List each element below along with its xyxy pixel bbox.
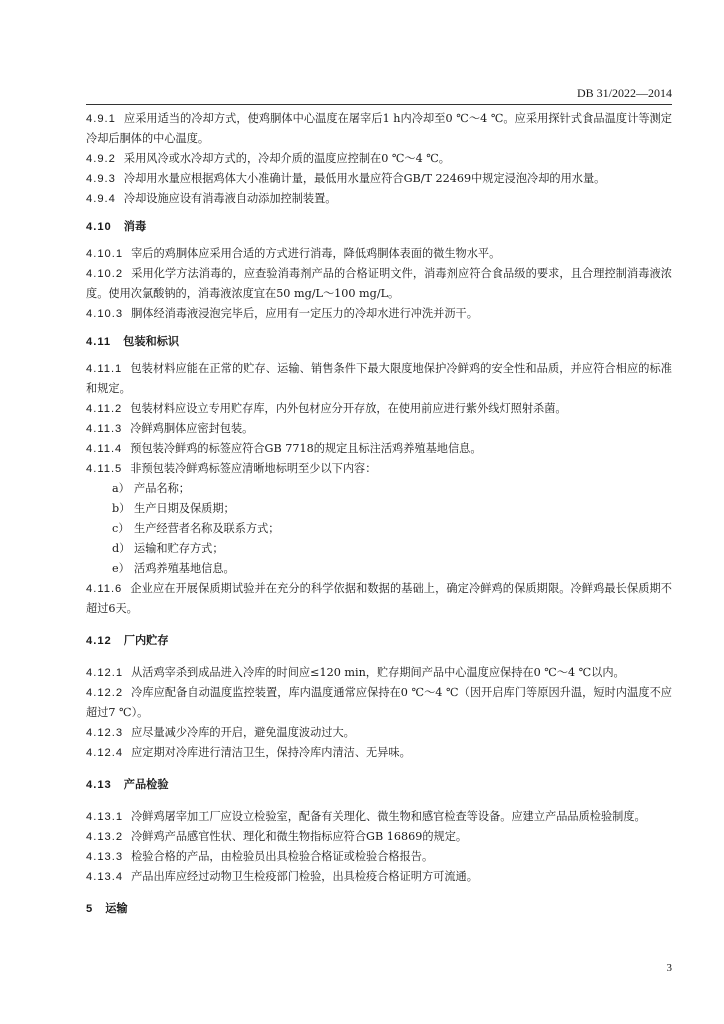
clause-text: 采用化学方法消毒的，应查验消毒剂产品的合格证明文件，消毒剂应符合食品级的要求，且合理控制消毒液浓度。使用次氯酸钠的，消毒液浓度宜在50 mg/L～100 mg/L。 [86, 267, 672, 300]
clause-4-11-2 [86, 399, 672, 419]
clause-number: 4.10.1 [86, 248, 124, 260]
section-number: 4.10 [86, 221, 112, 233]
section-title: 包装和标识 [123, 336, 180, 348]
header-rule [86, 104, 672, 105]
clause-text: 应采用适当的冷却方式，使鸡胴体中心温度在屠宰后1 h内冷却至0 ℃～4 ℃。应采用探针式食品温度计等测定冷却后胴体的中心温度。 [86, 112, 672, 145]
clause-number: 4.9.4 [86, 193, 116, 205]
section-number: 4.13 [86, 779, 112, 791]
list-item [86, 479, 672, 499]
clause-4-12-3 [86, 723, 672, 743]
clause-number: 4.9.2 [86, 153, 116, 165]
clause-number: 4.9.3 [86, 173, 116, 185]
clause-4-13-4 [86, 867, 672, 887]
section-heading-4-12 [86, 631, 672, 651]
section-heading-4-13 [86, 775, 672, 795]
clause-number: 4.13.1 [86, 811, 124, 823]
clause-4-9-2 [86, 149, 672, 169]
clause-number: 4.11.2 [86, 403, 123, 415]
clause-number: 4.11.1 [86, 363, 123, 375]
chapter-number: 5 [86, 903, 94, 915]
clause-number: 4.10.2 [86, 268, 124, 280]
clause-number: 4.12.1 [86, 667, 124, 679]
clause-text: 采用风冷或水冷却方式的，冷却介质的温度应控制在0 ℃～4 ℃。 [123, 152, 450, 165]
clause-number: 4.11.3 [86, 423, 123, 435]
clause-4-11-5 [86, 459, 672, 479]
list-item [86, 539, 672, 559]
clause-number: 4.13.4 [86, 871, 124, 883]
section-heading-4-10 [86, 217, 672, 237]
chapter-title: 运输 [105, 903, 128, 915]
clause-number: 4.9.1 [86, 113, 116, 125]
list-item-text: 生产日期及保质期； [134, 502, 235, 515]
clause-4-9-4 [86, 189, 672, 209]
clause-4-10-1 [86, 244, 672, 264]
section-number: 4.11 [86, 336, 112, 348]
section-title: 消毒 [123, 221, 147, 233]
clause-4-9-3 [86, 169, 672, 189]
list-item-label: d） [112, 542, 131, 555]
clause-number: 4.11.4 [86, 443, 123, 455]
list-item-label: e） [112, 562, 130, 575]
list-item-text: 生产经营者名称及联系方式； [134, 522, 280, 535]
clause-4-12-1 [86, 663, 672, 683]
clause-4-11-4 [86, 439, 672, 459]
clause-4-11-3 [86, 419, 672, 439]
clause-text: 非预包装冷鲜鸡标签应清晰地标明至少以下内容： [130, 462, 377, 475]
clause-text: 从活鸡宰杀到成品进入冷库的时间应≤120 min，贮存期间产品中心温度应保持在0 ℃～4 ℃以内。 [131, 666, 625, 679]
clause-text: 应定期对冷库进行清洁卫生，保持冷库内清洁、无异味。 [131, 746, 411, 759]
clause-text: 检验合格的产品，由检验员出具检验合格证或检验合格报告。 [131, 850, 434, 863]
clause-text: 企业应在开展保质期试验并在充分的科学依据和数据的基础上，确定冷鲜鸡的保质期限。冷鲜鸡最长保质期不超过6天。 [86, 582, 672, 615]
section-title: 产品检验 [123, 779, 169, 791]
clause-text: 产品出库应经过动物卫生检疫部门检验，出具检疫合格证明方可流通。 [131, 870, 478, 883]
list-item [86, 499, 672, 519]
page-number: 3 [666, 962, 672, 974]
list-item-text: 产品名称； [134, 482, 190, 495]
clause-number: 4.11.6 [86, 583, 123, 595]
clause-4-11-1 [86, 359, 672, 399]
clause-text: 冷却用水量应根据鸡体大小准确计量，最低用水量应符合GB/T 22469中规定浸泡冷却的用水量。 [123, 172, 606, 185]
clause-text: 应尽量减少冷库的开启，避免温度波动过大。 [131, 726, 355, 739]
list-item [86, 519, 672, 539]
clause-text: 预包装冷鲜鸡的标签应符合GB 7718的规定且标注活鸡养殖基地信息。 [130, 442, 482, 455]
clause-text: 冷鲜鸡屠宰加工厂应设立检验室，配备有关理化、微生物和感官检查等设备。应建立产品品质检验制度。 [131, 810, 646, 823]
document-code: DB 31/2022—2014 [576, 86, 672, 100]
list-item-text: 运输和贮存方式； [134, 542, 224, 555]
clause-number: 4.12.3 [86, 727, 124, 739]
clause-text: 包装材料应设立专用贮存库，内外包材应分开存放，在使用前应进行紫外线灯照射杀菌。 [130, 402, 567, 415]
clause-text: 冷却设施应设有消毒液自动添加控制装置。 [123, 192, 337, 205]
list-item-text: 活鸡养殖基地信息。 [134, 562, 235, 575]
list-item-label: b） [112, 502, 131, 515]
clause-number: 4.13.3 [86, 851, 124, 863]
clause-4-9-1 [86, 109, 672, 149]
clause-number: 4.13.2 [86, 831, 124, 843]
clause-text: 冷库应配备自动温度监控装置，库内温度通常应保持在0 ℃～4 ℃（因开启库门等原因升温，短时内温度不应超过7 ℃）。 [86, 686, 672, 719]
page-content [86, 109, 672, 931]
clause-4-10-2 [86, 264, 672, 304]
clause-text: 胴体经消毒液浸泡完毕后，应用有一定压力的冷却水进行冲洗并沥干。 [131, 307, 478, 320]
clause-4-12-2 [86, 683, 672, 723]
clause-4-13-1 [86, 807, 672, 827]
clause-text: 宰后的鸡胴体应采用合适的方式进行消毒，降低鸡胴体表面的微生物水平。 [131, 247, 501, 260]
clause-4-10-3 [86, 304, 672, 324]
clause-number: 4.12.2 [86, 687, 124, 699]
section-number: 4.12 [86, 635, 112, 647]
clause-4-11-6 [86, 579, 672, 619]
list-item-label: c） [112, 522, 130, 535]
clause-text: 包装材料应能在正常的贮存、运输、销售条件下最大限度地保护冷鲜鸡的安全性和品质，并应符合相应的标准和规定。 [86, 362, 672, 395]
chapter-heading-5 [86, 899, 672, 919]
list-item-label: a） [112, 482, 130, 495]
clause-number: 4.12.4 [86, 747, 124, 759]
clause-4-13-2 [86, 827, 672, 847]
clause-number: 4.10.3 [86, 308, 124, 320]
clause-number: 4.11.5 [86, 463, 123, 475]
section-title: 厂内贮存 [123, 635, 169, 647]
clause-text: 冷鲜鸡产品感官性状、理化和微生物指标应符合GB 16869的规定。 [131, 830, 468, 843]
clause-text: 冷鲜鸡胴体应密封包装。 [130, 422, 254, 435]
list-item [86, 559, 672, 579]
clause-4-12-4 [86, 743, 672, 763]
section-heading-4-11 [86, 332, 672, 352]
clause-4-13-3 [86, 847, 672, 867]
